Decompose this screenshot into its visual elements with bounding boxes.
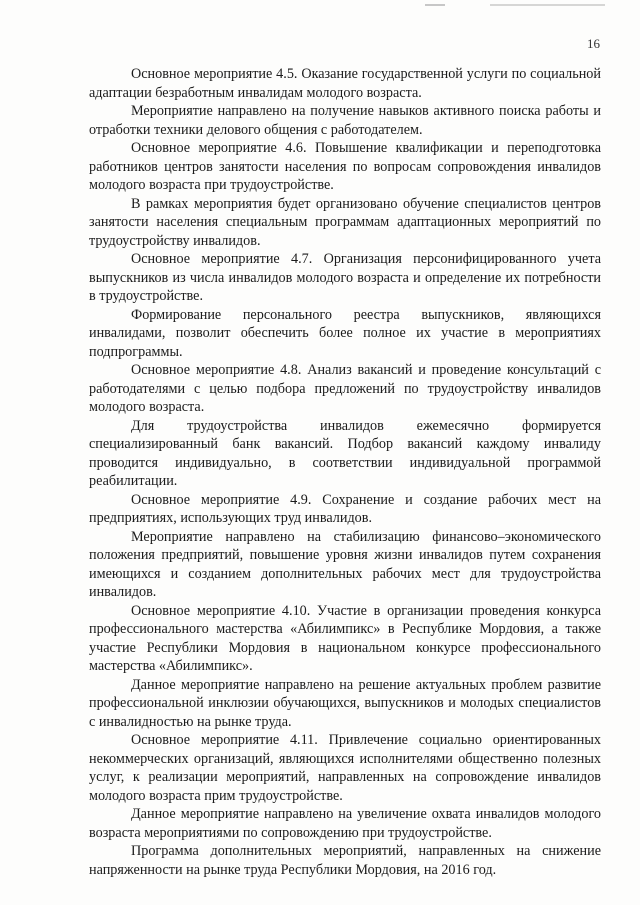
scan-artifact (425, 4, 445, 6)
paragraph: Основное мероприятие 4.7. Организация персонифицированного учета выпускников из числа инвалидов молодого возраста и определение их потребности в трудоустройстве. (89, 251, 601, 304)
paragraph: Формирование персонального реестра выпускников, являющихся инвалидами, позволит обеспечить более полное их участие в мероприятиях подпрограммы. (89, 306, 601, 360)
page-number: 16 (587, 36, 600, 51)
paragraph: Мероприятие направлено на стабилизацию финансово–экономического положения предприятий, повышение уровня жизни инвалидов путем сохранения имеющихся и созданием дополнительных рабочих мест для трудоустройства инвалидов. (89, 528, 601, 600)
paragraph: Основное мероприятие 4.8. Анализ вакансий и проведение консультаций с работодателями с целью подбора предложений по трудоустройству инвалидов молодого возраста. (89, 362, 601, 415)
paragraph: Основное мероприятие 4.5. Оказание государственной услуги по социальной адаптации безработным инвалидам молодого возраста. (89, 66, 601, 101)
paragraph: Для трудоустройства инвалидов ежемесячно формируется специализированный банк вакансий. Подбор вакансий каждому инвалиду проводится индивидуально, в соответствии индивидуальной программой реабилитации. (89, 417, 601, 489)
paragraph: Основное мероприятие 4.11. Привлечение социально ориентированных некоммерческих организаций, являющихся исполнителями общественно полезных услуг, к реализации мероприятий, направленных на сопровождение инвалидов молодого возраста прим трудоустройстве. (89, 732, 601, 804)
scan-artifact (490, 4, 605, 6)
paragraph: Данное мероприятие направлено на решение актуальных проблем развитие профессиональной инклюзии обучающихся, выпускников и молодых специалистов с инвалидностью на рынке труда. (89, 676, 601, 730)
paragraph: Программа дополнительных мероприятий, направленных на снижение напряженности на рынке труда Республики Мордовия, на 2016 год. (89, 843, 601, 878)
paragraph: Мероприятие направлено на получение навыков активного поиска работы и отработки техники делового общения с работодателем. (89, 103, 601, 138)
paragraph: Основное мероприятие 4.9. Сохранение и создание рабочих мест на предприятиях, использующих труд инвалидов. (89, 491, 601, 526)
paragraph: Основное мероприятие 4.6. Повышение квалификации и переподготовка работников центров занятости населения по вопросам сопровождения инвалидов молодого возраста при трудоустройстве. (89, 140, 601, 193)
paragraph: Данное мероприятие направлено на увеличение охвата инвалидов молодого возраста мероприятиями по сопровождению при трудоустройстве. (89, 806, 601, 841)
body-text (89, 65, 601, 879)
paragraph: В рамках мероприятия будет организовано обучение специалистов центров занятости населения специальным программам адаптационных мероприятий по трудоустройству инвалидов. (89, 195, 601, 249)
paragraph: Основное мероприятие 4.10. Участие в организации проведения конкурса профессионального мастерства «Абилимпикс» в Республике Мордовия, а также участие Республики Мордовия в национальном конкурсе профессионального мастерства «Абилимпикс». (89, 602, 601, 674)
